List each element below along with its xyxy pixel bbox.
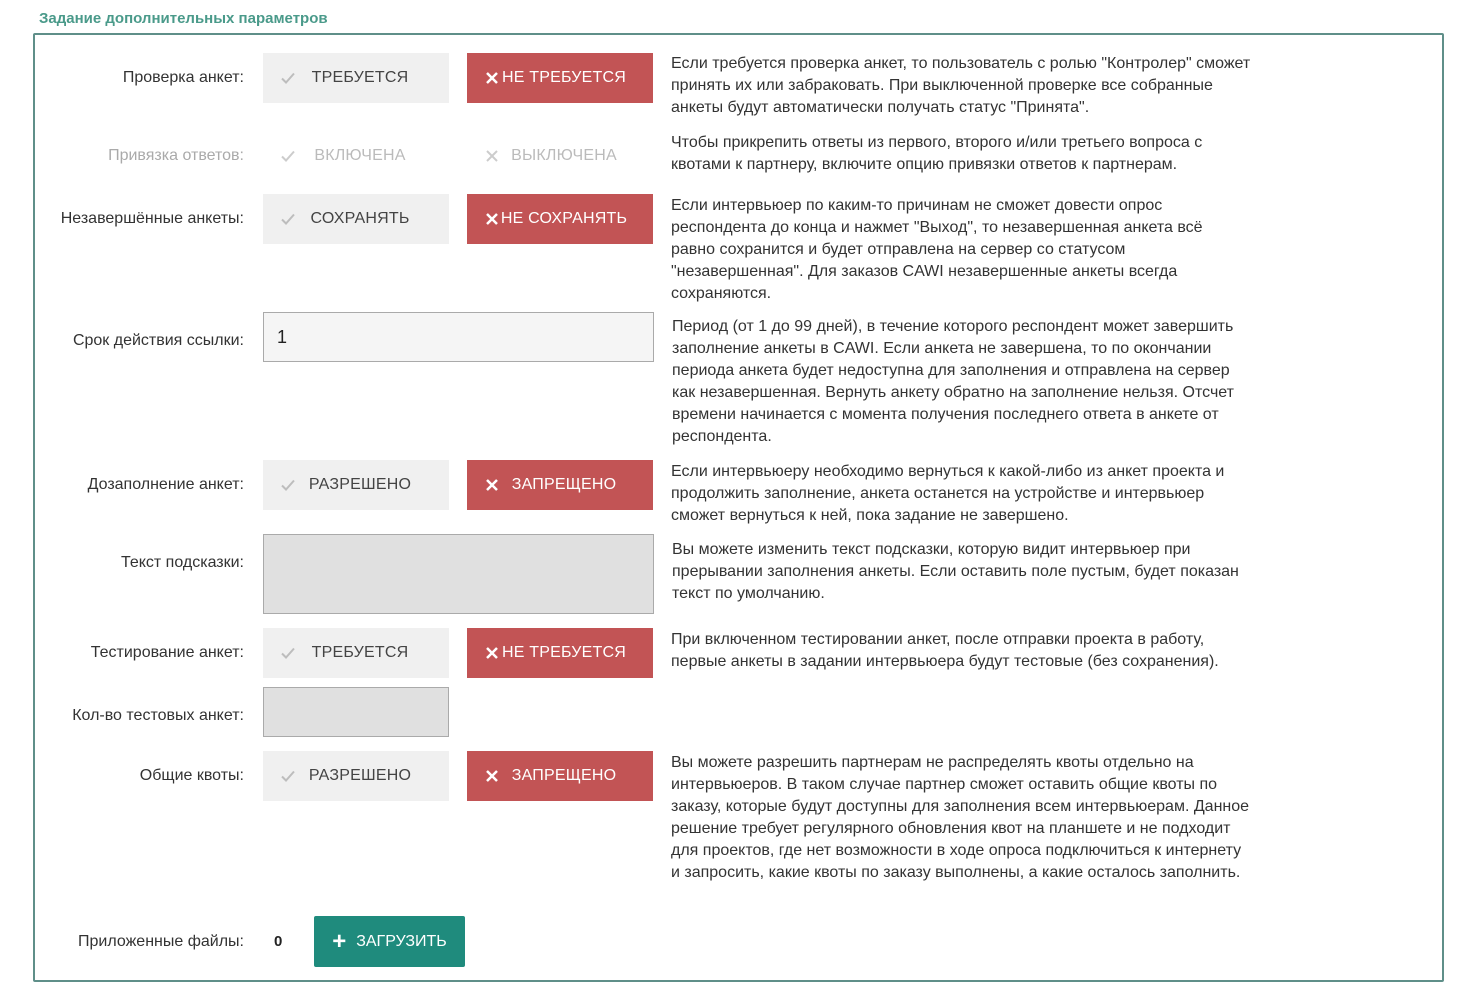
review-label: Проверка анкет: — [122, 69, 244, 86]
review-description: Если требуется проверка анкет, то пользователь с ролью "Контролер" сможет принять их или забраковать. При выключенной проверке все собранные анкеты будут автоматически получать статус "Принята". — [671, 55, 1251, 116]
review-required-button[interactable] — [263, 53, 449, 103]
link-validity-label: Срок действия ссылки: — [72, 332, 244, 349]
unfinished-save-button[interactable] — [263, 194, 449, 244]
hint-text-description: Вы можете изменить текст подсказки, которую видит интервьюер при прерывании заполнения анкеты. Если оставить поле пустым, будет показан текст по умолчанию. — [672, 541, 1239, 602]
check-icon — [279, 147, 297, 165]
shared-quotas-forbidden-button[interactable] — [467, 751, 653, 801]
testing-label: Тестирование анкет: — [90, 644, 244, 661]
hint-text-area[interactable] — [263, 534, 654, 614]
binding-on-label: ВКЛЮЧЕНА — [314, 147, 406, 164]
close-icon — [483, 476, 501, 494]
test-count-input[interactable] — [263, 687, 449, 737]
check-icon — [279, 767, 297, 785]
unfinished-description: Если интервьюер по каким-то причинам не сможет довести опрос респондента до конца и нажмет "Выход", то незавершенная анкета всё равно сохранится и будет отправлена на сервер со статусом "незавершенная". Для заказов CAWI незавершенные анкеты всегда сохраняются. — [671, 197, 1203, 302]
check-icon — [279, 69, 297, 87]
plus-icon: + — [332, 927, 347, 955]
review-not-required-label: НЕ ТРЕБУЕТСЯ — [501, 69, 627, 86]
hint-text-label: Текст подсказки: — [120, 554, 244, 571]
unfinished-not-save-label: НЕ СОХРАНЯТЬ — [500, 210, 628, 227]
link-validity-description: Период (от 1 до 99 дней), в течение которого респондент может завершить заполнение анкеты в CAWI. Если анкета не завершена, то по окончании периода анкета будет недоступна для заполнения и отправлена на сервер как незавершенная. Вернуть анкету обратно на заполнение нельзя. Отсчет времени начинается с момента получения последнего ответа в анкете от респондента. — [672, 318, 1234, 445]
binding-on-button[interactable] — [263, 131, 449, 181]
refill-forbidden-label: ЗАПРЕЩЕНО — [511, 476, 617, 493]
shared-quotas-description: Вы можете разрешить партнерам не распределять квоты отдельно на интервьюеров. В таком случае партнер сможет оставить общие квоты по заказу, которые будут доступны для заполнения всем интервьюерам. Данное решение требует регулярного обновления квот на планшете и не подходит для проектов, где нет возможности в ходе опроса подключиться к интернету и запросить, какие квоты по заказу выполнены, а какие осталось заполнить. — [671, 754, 1250, 881]
refill-allowed-label: РАЗРЕШЕНО — [308, 476, 412, 493]
testing-description: При включенном тестировании анкет, после отправки проекта в работу, первые анкеты в задании интервьюера будут тестовые (без сохранения). — [671, 631, 1219, 670]
binding-label: Привязка ответов: — [108, 147, 244, 164]
link-validity-input[interactable] — [263, 312, 654, 362]
section-title: Задание дополнительных параметров — [39, 10, 328, 27]
shared-quotas-allowed-label: РАЗРЕШЕНО — [308, 767, 412, 784]
testing-not-required-label: НЕ ТРЕБУЕТСЯ — [501, 644, 627, 661]
close-icon — [483, 767, 501, 785]
binding-description: Чтобы прикрепить ответы из первого, второго и/или третьего вопроса с квотами к партнеру, включите опцию привязки ответов к партнерам. — [671, 134, 1203, 173]
testing-required-label: ТРЕБУЕТСЯ — [311, 644, 409, 661]
close-icon — [483, 147, 501, 165]
close-icon — [483, 210, 501, 228]
shared-quotas-label: Общие квоты: — [139, 767, 244, 784]
testing-not-required-button[interactable] — [467, 628, 653, 678]
shared-quotas-allowed-button[interactable] — [263, 751, 449, 801]
check-icon — [279, 210, 297, 228]
upload-button[interactable] — [314, 916, 465, 967]
upload-label: ЗАГРУЗИТЬ — [356, 932, 447, 950]
refill-allowed-button[interactable] — [263, 460, 449, 510]
testing-required-button[interactable] — [263, 628, 449, 678]
unfinished-not-save-button[interactable] — [467, 194, 653, 244]
refill-forbidden-button[interactable] — [467, 460, 653, 510]
review-not-required-button[interactable] — [467, 53, 653, 103]
close-icon — [483, 644, 501, 662]
close-icon — [483, 69, 501, 87]
binding-off-button[interactable] — [467, 131, 653, 181]
review-required-label: ТРЕБУЕТСЯ — [311, 69, 409, 86]
refill-description: Если интервьюеру необходимо вернуться к какой-либо из анкет проекта и продолжить заполнение, анкета останется на устройстве и интервьюер сможет вернуться к ней, пока задание не завершено. — [671, 463, 1225, 524]
unfinished-save-label: СОХРАНЯТЬ — [310, 210, 410, 227]
attachments-label: Приложенные файлы: — [78, 933, 244, 950]
refill-label: Дозаполнение анкет: — [87, 476, 244, 493]
attachments-count: 0 — [274, 933, 283, 950]
shared-quotas-forbidden-label: ЗАПРЕЩЕНО — [511, 767, 617, 784]
check-icon — [279, 644, 297, 662]
binding-off-label: ВЫКЛЮЧЕНА — [511, 147, 617, 164]
test-count-label: Кол-во тестовых анкет: — [72, 707, 244, 724]
unfinished-label: Незавершённые анкеты: — [60, 210, 244, 227]
check-icon — [279, 476, 297, 494]
